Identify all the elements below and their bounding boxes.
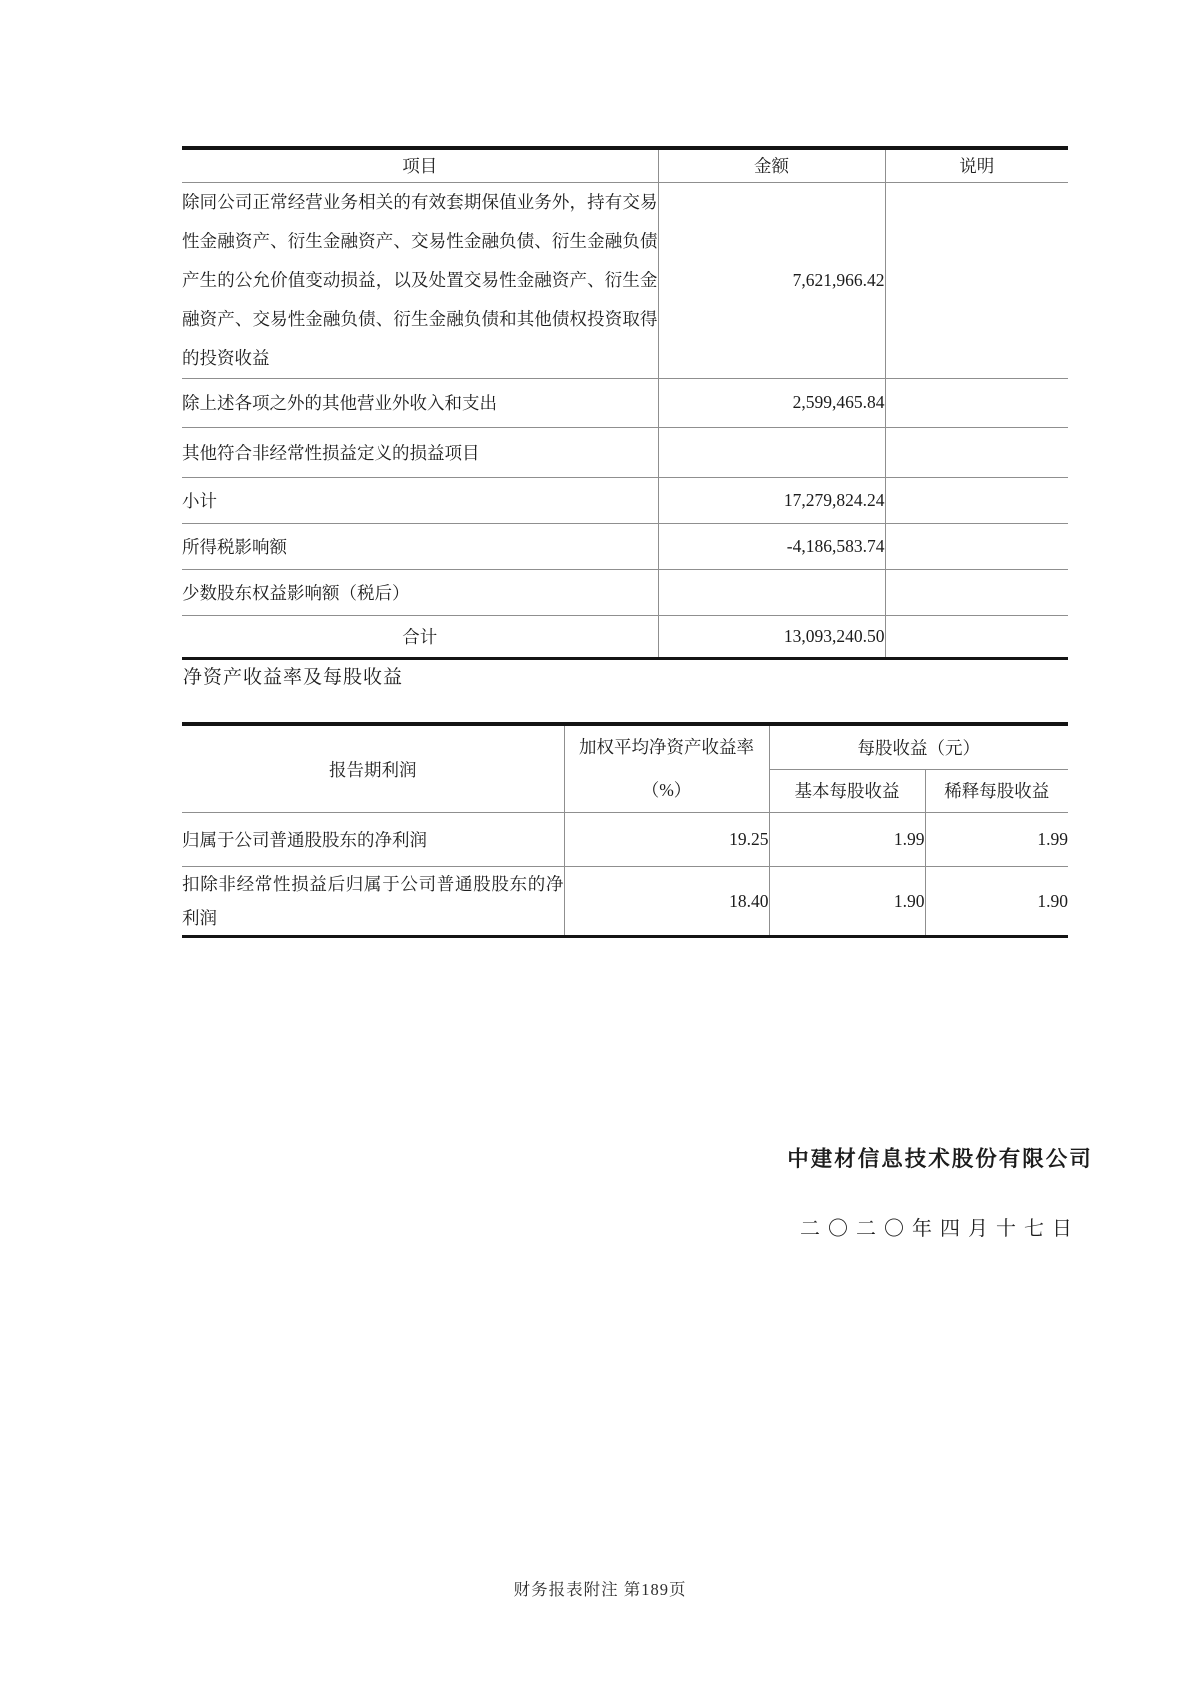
cell-diluted-eps: 1.90 bbox=[1037, 890, 1068, 911]
non-recurring-items-table bbox=[182, 146, 1068, 660]
cell-item: 归属于公司普通股股东的净利润 bbox=[182, 813, 564, 867]
cell-amount bbox=[658, 427, 885, 477]
signature-date: 二〇二〇年四月十七日 bbox=[800, 1218, 1080, 1240]
section-title: 净资产收益率及每股收益 bbox=[183, 667, 404, 688]
table-row bbox=[182, 813, 1068, 867]
table-row bbox=[182, 523, 1068, 569]
cell-item: 其他符合非经常性损益定义的损益项目 bbox=[182, 427, 658, 477]
cell-note bbox=[885, 477, 1068, 523]
cell-item-total: 合计 bbox=[182, 615, 658, 658]
cell-note bbox=[885, 569, 1068, 615]
table-row-total bbox=[182, 615, 1068, 658]
page-footer: 财务报表附注 第189页 bbox=[513, 1580, 687, 1599]
table-row bbox=[182, 427, 1068, 477]
cell-item: 小计 bbox=[182, 477, 658, 523]
header-roe: 加权平均净资产收益率（%） bbox=[564, 724, 769, 813]
header-item: 项目 bbox=[182, 148, 658, 182]
table-row bbox=[182, 182, 1068, 378]
cell-basic-eps: 1.99 bbox=[769, 813, 925, 867]
cell-basic-eps: 1.90 bbox=[769, 867, 925, 937]
roe-eps-table bbox=[182, 722, 1068, 938]
table-header-row bbox=[182, 148, 1068, 182]
header-amount: 金额 bbox=[658, 148, 885, 182]
cell-note bbox=[885, 182, 1068, 378]
cell-amount: 13,093,240.50 bbox=[658, 615, 885, 658]
company-name: 中建材信息技术股份有限公司 bbox=[787, 1147, 1093, 1171]
cell-roe: 18.40 bbox=[564, 867, 769, 937]
table-row bbox=[182, 867, 1068, 937]
header-diluted-eps: 稀释每股收益 bbox=[925, 769, 1068, 812]
table-row bbox=[182, 378, 1068, 427]
cell-note bbox=[885, 523, 1068, 569]
cell-item: 除同公司正常经营业务相关的有效套期保值业务外，持有交易性金融资产、衍生金融资产、交易性金融负债、衍生金融负债产生的公允价值变动损益，以及处置交易性金融资产、衍生金融资产、交易性金融负债、衍生金融负债和其他债权投资取得的投资收益 bbox=[182, 182, 658, 378]
cell-note bbox=[885, 378, 1068, 427]
cell-item: 少数股东权益影响额（税后） bbox=[182, 569, 658, 615]
table-row bbox=[182, 569, 1068, 615]
cell-amount: -4,186,583.74 bbox=[658, 523, 885, 569]
cell-note bbox=[885, 427, 1068, 477]
cell-item: 除上述各项之外的其他营业外收入和支出 bbox=[182, 378, 658, 427]
cell-note bbox=[885, 615, 1068, 658]
header-profit: 报告期利润 bbox=[182, 724, 564, 813]
table-header-row bbox=[182, 724, 1068, 769]
cell-amount: 17,279,824.24 bbox=[658, 477, 885, 523]
header-eps-group: 每股收益（元） bbox=[769, 724, 1068, 769]
cell-diluted-eps: 1.99 bbox=[925, 813, 1068, 867]
cell-amount: 7,621,966.42 bbox=[658, 182, 885, 378]
cell-item: 扣除非经常性损益后归属于公司普通股股东的净利润 bbox=[182, 867, 564, 937]
cell-roe: 19.25 bbox=[564, 813, 769, 867]
header-basic-eps: 基本每股收益 bbox=[769, 769, 925, 812]
cell-amount bbox=[658, 569, 885, 615]
header-note: 说明 bbox=[885, 148, 1068, 182]
cell-amount: 2,599,465.84 bbox=[658, 378, 885, 427]
table-row-subtotal bbox=[182, 477, 1068, 523]
cell-item: 所得税影响额 bbox=[182, 523, 658, 569]
